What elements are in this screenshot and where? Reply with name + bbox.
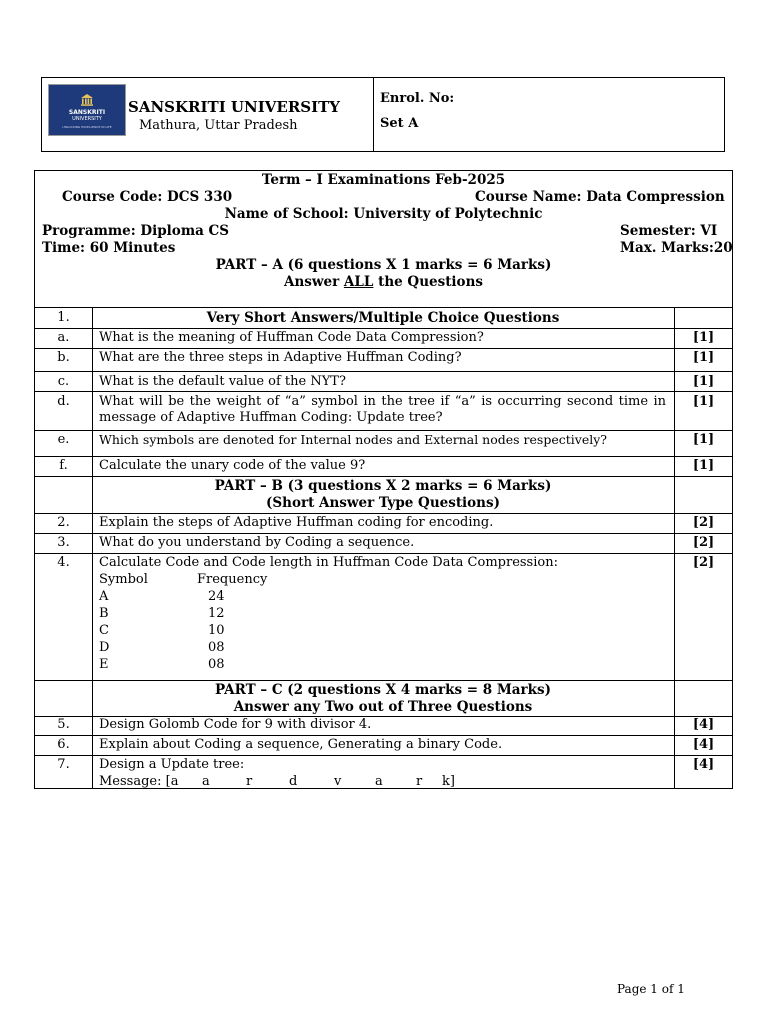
question-marks: [2]	[692, 535, 715, 550]
question-marks: [4]	[692, 717, 715, 732]
question-text: Which symbols are denoted for Internal nodes and External nodes respectively?	[99, 432, 607, 447]
question-number: 3.	[57, 535, 70, 550]
message-char: r	[246, 774, 253, 789]
school-name: Name of School: University of Polytechnic	[224, 206, 543, 222]
question-text: Explain the steps of Adaptive Huffman coding for encoding.	[99, 515, 494, 530]
message-char: v	[334, 774, 342, 789]
question-marks: [4]	[692, 737, 715, 752]
part-a-title: Very Short Answers/Multiple Choice Questions	[206, 310, 560, 326]
message-char: a	[202, 774, 210, 789]
question-marks: [1]	[692, 330, 715, 345]
question-marks: [1]	[692, 350, 715, 365]
exam-term: Term – I Examinations Feb-2025	[261, 172, 506, 188]
question-text: Calculate Code and Code length in Huffman Code Data Compression:	[99, 555, 558, 570]
message-label: Message: [a	[99, 774, 179, 789]
message-char: a	[375, 774, 383, 789]
row-divider	[35, 553, 732, 554]
logo-tagline: UNLOCKING EXCELLENCE IN LIFE	[62, 125, 112, 129]
question-number: 1.	[57, 310, 70, 325]
university-name: SANSKRITI UNIVERSITY	[128, 98, 340, 116]
table-frequency: 08	[208, 657, 225, 672]
part-b-subtitle: (Short Answer Type Questions)	[266, 495, 500, 511]
question-number: 6.	[57, 737, 70, 752]
part-a-heading: PART – A (6 questions X 1 marks = 6 Marks)	[215, 257, 552, 273]
message-char: r	[416, 774, 423, 789]
row-divider	[35, 307, 732, 308]
table-frequency: 12	[208, 606, 225, 621]
set-label: Set A	[380, 116, 419, 131]
row-divider	[35, 735, 732, 736]
question-text: Design Golomb Code for 9 with divisor 4.	[99, 717, 372, 732]
row-divider	[35, 513, 732, 514]
question-number: a.	[57, 330, 70, 345]
row-divider	[35, 456, 732, 457]
table-header-frequency: Frequency	[197, 572, 268, 587]
logo-text-2: UNIVERSITY	[72, 116, 102, 122]
question-text: What is the meaning of Huffman Code Data Compression?	[99, 330, 484, 345]
question-number: c.	[57, 374, 70, 389]
question-marks: [1]	[692, 374, 715, 389]
part-c-title: PART – C (2 questions X 4 marks = 8 Marks)	[215, 682, 551, 698]
row-divider	[35, 476, 732, 477]
table-symbol: B	[99, 606, 109, 621]
question-text: What is the default value of the NYT?	[99, 374, 346, 389]
part-c-subtitle: Answer any Two out of Three Questions	[233, 699, 533, 715]
table-symbol: E	[99, 657, 109, 672]
question-marks: [2]	[692, 515, 715, 530]
table-frequency: 10	[208, 623, 225, 638]
row-divider	[35, 391, 732, 392]
question-number: 2.	[57, 515, 70, 530]
page-number: Page 1 of 1	[617, 982, 685, 996]
message-end: k]	[442, 774, 455, 789]
course-name: Course Name: Data Compression	[475, 189, 725, 205]
question-text: What do you understand by Coding a sequence.	[99, 535, 415, 550]
row-divider	[35, 680, 732, 681]
answer-instruction: Answer ALL the Questions	[284, 274, 483, 290]
question-text: Explain about Coding a sequence, Generating a binary Code.	[99, 737, 503, 752]
university-location: Mathura, Uttar Pradesh	[139, 118, 298, 133]
question-text: Design a Update tree:	[99, 757, 245, 772]
row-divider	[35, 348, 732, 349]
table-frequency: 24	[208, 589, 225, 604]
column-divider	[92, 307, 93, 789]
question-marks: [1]	[692, 458, 715, 473]
question-number: 7.	[57, 757, 70, 772]
question-marks: [1]	[692, 432, 715, 447]
question-number: b.	[57, 350, 70, 365]
question-text: Calculate the unary code of the value 9?	[99, 458, 366, 473]
row-divider	[35, 430, 732, 431]
table-frequency: 08	[208, 640, 225, 655]
question-number: 5.	[57, 717, 70, 732]
question-number: 4.	[57, 555, 70, 570]
exam-paper	[34, 170, 733, 789]
header-divider	[373, 78, 374, 151]
university-header	[41, 77, 725, 152]
row-divider	[35, 371, 732, 372]
programme: Programme: Diploma CS	[42, 223, 230, 239]
building-icon	[80, 94, 94, 106]
question-number: d.	[57, 394, 70, 409]
message-char: d	[289, 774, 298, 789]
question-number: f.	[59, 458, 68, 473]
semester: Semester: VI	[620, 223, 718, 239]
question-text: What will be the weight of “a” symbol in the tree if “a” is occurring second time in message of Adaptive Huffman Coding: Update tree?	[99, 394, 666, 425]
question-marks: [2]	[692, 555, 715, 570]
table-header-symbol: Symbol	[99, 572, 148, 587]
table-symbol: C	[99, 623, 109, 638]
question-marks: [1]	[692, 394, 715, 409]
question-marks: [4]	[692, 757, 715, 772]
course-code: Course Code: DCS 330	[62, 189, 233, 205]
table-symbol: D	[99, 640, 110, 655]
row-divider	[35, 533, 732, 534]
question-text: What are the three steps in Adaptive Huffman Coding?	[99, 350, 462, 365]
university-logo	[48, 84, 126, 136]
row-divider	[35, 755, 732, 756]
table-symbol: A	[99, 589, 109, 604]
time-allowed: Time: 60 Minutes	[42, 240, 176, 256]
row-divider	[35, 328, 732, 329]
enrol-no-label: Enrol. No:	[380, 91, 455, 106]
question-number: e.	[57, 432, 70, 447]
part-b-title: PART – B (3 questions X 2 marks = 6 Marks)	[214, 478, 552, 494]
max-marks: Max. Marks:20	[620, 240, 733, 256]
logo-text-1: SANSKRITI	[68, 109, 106, 116]
